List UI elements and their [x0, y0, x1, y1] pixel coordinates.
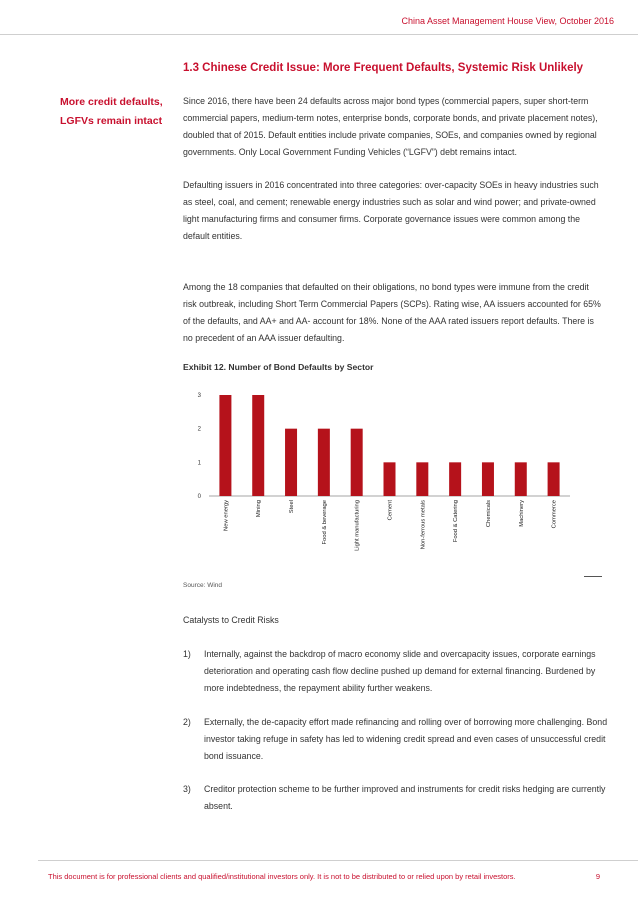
bar [252, 395, 264, 496]
x-category-label: Commerce [551, 500, 558, 529]
paragraph-text: Defaulting issuers in 2016 concentrated into three categories: over-capacity SOEs in heavy industries such as steel, coal, and cement; renewable energy industries such as solar and wind power; and private-owned light manufacturing firms and consumer firms. Corporate governance issues were common among the default entities. [183, 180, 599, 241]
side-heading: More credit defaults, LGFVs remain intact [60, 96, 163, 127]
running-header: China Asset Management House View, October 2016 [401, 16, 614, 26]
bar [482, 462, 494, 496]
x-category-label: Chemicals [485, 500, 492, 528]
catalyst-number: 2) [183, 717, 191, 727]
y-tick-label: 2 [197, 426, 201, 433]
x-category-label: Machinery [518, 500, 525, 527]
catalyst-text: Internally, against the backdrop of macro economy slide and overcapacity issues, corporate earnings deterioration and operating cash flow decline pushed up demand for external financing. Burdened by more indebtedness, the repayment ability further weakens. [204, 649, 596, 693]
footer-disclaimer: This document is for professional clients and qualified/institutional investors only. It is not to be distributed to or relied upon by retail investors. [48, 872, 516, 881]
bond-defaults-bar-chart [160, 380, 600, 570]
x-category-label: Steel [289, 500, 296, 514]
catalyst-item-3 [183, 781, 608, 815]
x-category-label: Non-ferrous metals [420, 500, 427, 550]
catalyst-item-2 [183, 714, 608, 765]
catalyst-number: 3) [183, 784, 191, 794]
bar [449, 462, 461, 496]
paragraph-3 [183, 279, 603, 347]
y-tick-label: 0 [197, 494, 201, 500]
x-category-label: Mining [256, 500, 263, 518]
x-category-label: Cement [387, 500, 394, 521]
x-category-label: Food & Catering [453, 500, 460, 543]
chart-divider [584, 576, 602, 577]
bar [515, 462, 527, 496]
section-title: 1.3 Chinese Credit Issue: More Frequent Defaults, Systemic Risk Unlikely [183, 62, 584, 74]
bar [548, 462, 560, 496]
bar [219, 395, 231, 496]
catalyst-text: Externally, the de-capacity effort made refinancing and rolling over of borrowing more challenging. Bond investor taking refuge in safety has led to widening credit spread and even cases of unsuccessful credit bond issuance. [204, 717, 608, 761]
paragraph-text: Among the 18 companies that defaulted on their obligations, no bond types were immune from the credit risk outbreak, including Short Term Commercial Papers (SCPs). Rating wise, AA issuers accounted for 65% of the defaults, and AA+ and AA- account for 18%. None of the AAA rated issuers report defaults. There is no precedent of an AAA issuer defaulting. [183, 282, 601, 343]
x-category-label: Light manufacturing [354, 500, 361, 551]
bar [416, 462, 428, 496]
catalyst-number: 1) [183, 649, 191, 659]
x-category-label: Food & beverage [321, 500, 328, 545]
page-number: 9 [595, 872, 600, 881]
y-tick-label: 1 [197, 460, 201, 467]
catalyst-text: Creditor protection scheme to be further improved and instruments for credit risks hedging are currently absent. [204, 784, 606, 811]
header-rule [0, 34, 638, 35]
bar [318, 429, 330, 496]
paragraph-2 [183, 177, 603, 245]
footer-rule [38, 860, 638, 861]
paragraph-1 [183, 93, 603, 161]
y-tick-label: 3 [197, 393, 201, 399]
paragraph-text: Since 2016, there have been 24 defaults across major bond types (commercial papers, super short-term commercial papers, medium-term notes, enterprise bonds, corporate bonds, and private placement notes), doubled that of 2015. Default entities include private companies, SOEs, and companies owned by regional governments. Only Local Government Funding Vehicles (“LGFV”) debt remains intact. [183, 96, 598, 157]
bar [285, 429, 297, 496]
bar [384, 462, 396, 496]
exhibit-source: Source: Wind [183, 582, 223, 589]
bar [351, 429, 363, 496]
exhibit-title: Exhibit 12. Number of Bond Defaults by Sector [183, 362, 374, 372]
catalyst-item-1 [183, 646, 608, 697]
catalysts-heading: Catalysts to Credit Risks [183, 615, 279, 625]
x-category-label: New energy [223, 500, 230, 531]
